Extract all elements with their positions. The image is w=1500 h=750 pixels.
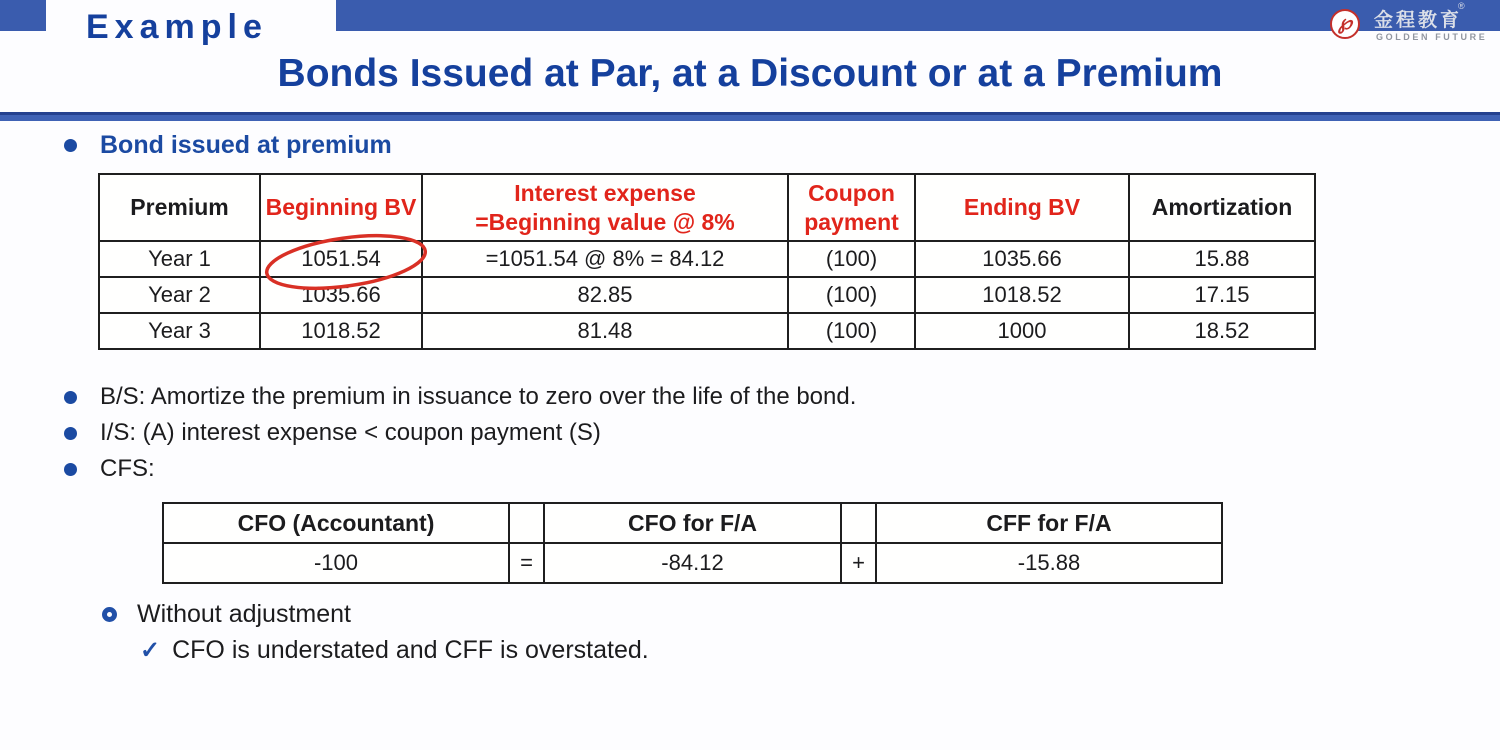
table-row	[99, 241, 1315, 277]
note-is-row	[64, 416, 601, 450]
section-heading: Bond issued at premium	[100, 130, 392, 159]
checkmark-icon: ✓	[140, 636, 161, 664]
cell-plus-operator: +	[841, 543, 876, 583]
adjustment-label: Without adjustment	[137, 599, 351, 628]
registered-mark: ®	[1458, 1, 1465, 11]
col-interest-expense	[422, 174, 788, 241]
header-bar-left-segment	[0, 0, 46, 31]
header-divider-rule	[0, 112, 1500, 121]
cell-year2-amortization: 17.15	[1129, 277, 1315, 313]
cfs-value-row	[163, 543, 1222, 583]
cell-year2-beginning-bv: 1035.66	[260, 277, 422, 313]
bullet-dot-icon	[64, 427, 77, 440]
brand-name-chinese: 金程教育	[1374, 10, 1463, 31]
col-interest-expense-line1: Interest expense	[514, 179, 696, 206]
brand-logo	[1330, 0, 1500, 46]
cell-year3-coupon: (100)	[788, 313, 915, 349]
adjustment-check-row	[140, 634, 649, 666]
col-spacer-1	[509, 503, 544, 543]
cell-year3-interest: 81.48	[422, 313, 788, 349]
note-is: I/S: (A) interest expense < coupon payment (S)	[100, 419, 601, 446]
note-cfs-row	[64, 452, 155, 486]
cell-cfo-fa-value: -84.12	[544, 543, 841, 583]
bullet-dot-icon	[64, 391, 77, 404]
amortization-header-row	[99, 174, 1315, 241]
cell-year2-coupon: (100)	[788, 277, 915, 313]
note-bs-row	[64, 380, 856, 414]
note-bs: B/S: Amortize the premium in issuance to zero over the life of the bond.	[100, 383, 857, 410]
slide-kicker: Example	[86, 8, 268, 46]
cell-year1-interest: =1051.54 @ 8% = 84.12	[422, 241, 788, 277]
cell-equals-operator: =	[509, 543, 544, 583]
table-row	[99, 277, 1315, 313]
cell-year1-beginning-bv: 1051.54	[260, 241, 422, 277]
bullet-dot-icon	[64, 463, 77, 476]
cell-cff-fa-value: -15.88	[876, 543, 1222, 583]
cell-year3-ending-bv: 1000	[915, 313, 1129, 349]
bullet-dot-icon	[64, 139, 77, 152]
cell-year2-ending-bv: 1018.52	[915, 277, 1129, 313]
ring-bullet-icon	[102, 607, 117, 622]
brand-seal-icon: ℘	[1330, 9, 1360, 39]
col-amortization: Amortization	[1129, 174, 1315, 241]
brand-name-english: GOLDEN FUTURE	[1376, 32, 1488, 42]
col-spacer-2	[841, 503, 876, 543]
note-cfs: CFS:	[100, 455, 155, 482]
slide-title: Bonds Issued at Par, at a Discount or at a Premium	[277, 52, 1223, 95]
col-coupon-payment: Coupon payment	[788, 174, 915, 241]
amortization-table	[98, 173, 1316, 350]
col-beginning-bv: Beginning BV	[260, 174, 422, 241]
adjustment-check-text: CFO is understated and CFF is overstated.	[172, 635, 649, 664]
col-interest-expense-line2: =Beginning value @ 8%	[475, 208, 735, 235]
cell-year3-label: Year 3	[99, 313, 260, 349]
header-bar-right-segment	[336, 0, 1500, 31]
cell-year3-amortization: 18.52	[1129, 313, 1315, 349]
col-cfo-fa: CFO for F/A	[544, 503, 841, 543]
cfs-table	[162, 502, 1223, 584]
cell-cfo-accountant-value: -100	[163, 543, 509, 583]
cell-year2-label: Year 2	[99, 277, 260, 313]
cell-year1-ending-bv: 1035.66	[915, 241, 1129, 277]
col-ending-bv: Ending BV	[915, 174, 1129, 241]
table-row	[99, 313, 1315, 349]
col-cfo-accountant: CFO (Accountant)	[163, 503, 509, 543]
section-bullet-row	[64, 130, 392, 160]
cell-year1-amortization: 15.88	[1129, 241, 1315, 277]
cell-year1-coupon: (100)	[788, 241, 915, 277]
cfs-header-row	[163, 503, 1222, 543]
col-premium: Premium	[99, 174, 260, 241]
cell-year3-beginning-bv: 1018.52	[260, 313, 422, 349]
cell-year2-interest: 82.85	[422, 277, 788, 313]
col-cff-fa: CFF for F/A	[876, 503, 1222, 543]
adjustment-row	[102, 598, 351, 630]
cell-year1-label: Year 1	[99, 241, 260, 277]
